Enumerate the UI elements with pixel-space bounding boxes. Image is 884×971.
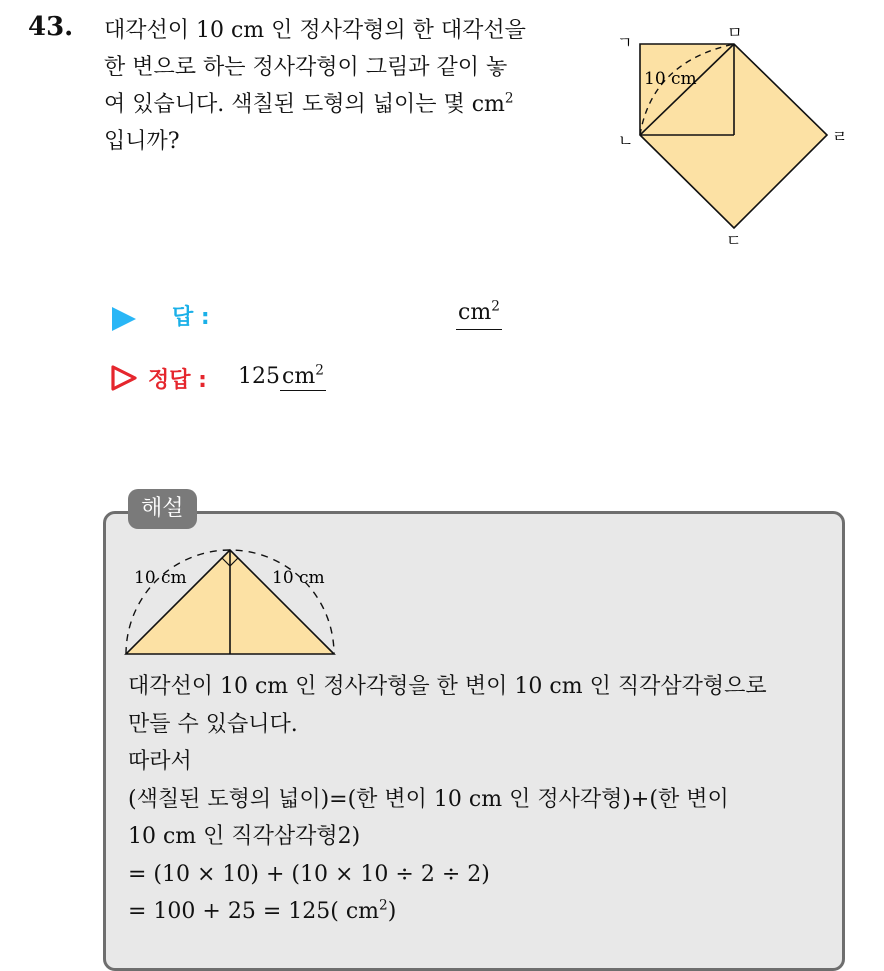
question-text xyxy=(104,12,594,160)
question-line-3 xyxy=(104,86,594,123)
correct-unit xyxy=(280,364,326,391)
question-line-3-text: 여 있습니다. 색칠된 도형의 넓이는 몇 cm xyxy=(104,92,505,117)
question-line-1: 대각선이 10 cm 인 정사각형의 한 대각선을 xyxy=(104,18,526,43)
solution-line-7-superscript: 2 xyxy=(379,897,388,914)
answer-unit[interactable] xyxy=(456,298,502,330)
solution-line-7-close: ) xyxy=(387,899,397,924)
outline-triangle-icon xyxy=(110,364,138,392)
answer-unit-superscript: 2 xyxy=(491,298,500,315)
question-superscript: 2 xyxy=(504,90,514,107)
vertex-rieul: ㄹ xyxy=(832,127,848,146)
question-number: 43. xyxy=(28,12,74,42)
question-figure xyxy=(612,22,862,252)
correct-label: 정답 : xyxy=(148,368,207,393)
play-triangle-icon xyxy=(112,307,136,331)
vertex-digeut: ㄷ xyxy=(726,231,742,250)
correct-value-group xyxy=(238,362,326,392)
vertex-giyeok: ㄱ xyxy=(617,33,633,52)
solution-line-3: 따라서 xyxy=(128,749,192,774)
answer-label: 답 : xyxy=(172,305,210,330)
correct-value: 125 xyxy=(238,364,280,389)
solution-figure xyxy=(120,540,350,660)
solution-line-7 xyxy=(128,893,832,931)
solution-line-2: 만들 수 있습니다. xyxy=(128,711,298,737)
figure-length-label: 10 cm xyxy=(644,69,697,89)
solution-tag: 해설 xyxy=(128,489,197,529)
solution-text xyxy=(128,668,832,931)
solution-line-1: 대각선이 10 cm 인 정사각형을 한 변이 10 cm 인 직각삼각형으로 xyxy=(128,674,767,699)
solution-line-5: 10 cm 인 직각삼각형2) xyxy=(128,824,361,849)
vertex-nieun: ㄴ xyxy=(618,131,634,150)
question-line-4: 입니까? xyxy=(104,129,180,154)
question-line-2: 한 변으로 하는 정사각형이 그림과 같이 놓 xyxy=(104,55,508,80)
solution-line-7-text: = 100 + 25 = 125( cm xyxy=(128,899,380,924)
answer-unit-text: cm xyxy=(458,300,492,325)
correct-unit-text: cm xyxy=(282,364,316,389)
correct-unit-superscript: 2 xyxy=(315,362,324,379)
correct-answer-row xyxy=(108,360,528,400)
solution-line-4: (색칠된 도형의 넓이)=(한 변이 10 cm 인 정사각형)+(한 변이 xyxy=(128,786,729,812)
answer-row xyxy=(108,298,528,338)
solution-left-label: 10 cm xyxy=(134,568,187,588)
solution-right-label: 10 cm xyxy=(272,568,325,588)
solution-line-6: = (10 × 10) + (10 × 10 ÷ 2 ÷ 2) xyxy=(128,861,490,887)
vertex-mieum: ㅁ xyxy=(727,23,743,42)
